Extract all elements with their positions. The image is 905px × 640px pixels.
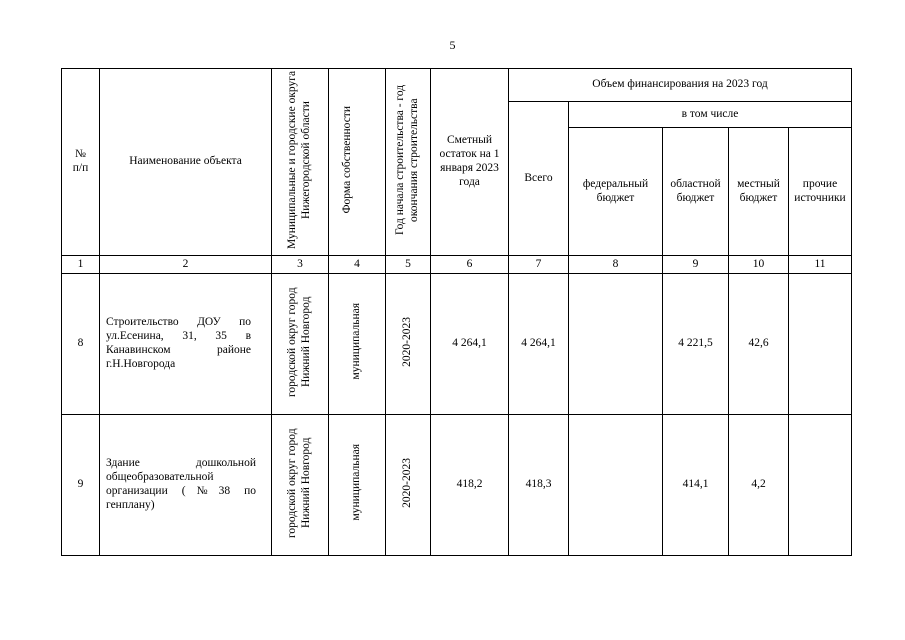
table-row bbox=[62, 415, 852, 556]
row-federal bbox=[569, 415, 663, 556]
header-estimate: Сметный остаток на 1 января 2023 года bbox=[431, 69, 509, 256]
header-federal: федеральный бюджет bbox=[569, 128, 663, 256]
row-total: 4 264,1 bbox=[509, 274, 569, 415]
column-number: 4 bbox=[329, 256, 386, 274]
header-total: Всего bbox=[509, 102, 569, 256]
row-municipal-text: городской округ город Нижний Новгород bbox=[286, 286, 312, 397]
row-estimate: 418,2 bbox=[431, 415, 509, 556]
row-other bbox=[789, 415, 852, 556]
row-years-text: 2020-2023 bbox=[401, 316, 414, 367]
row-regional: 414,1 bbox=[663, 415, 729, 556]
column-number: 10 bbox=[729, 256, 789, 274]
row-other bbox=[789, 274, 852, 415]
column-number: 6 bbox=[431, 256, 509, 274]
column-number: 9 bbox=[663, 256, 729, 274]
header-ownership-text: Форма собственности bbox=[341, 105, 353, 214]
header-years bbox=[386, 69, 431, 256]
table-row bbox=[62, 274, 852, 415]
row-name bbox=[100, 274, 272, 415]
column-number: 8 bbox=[569, 256, 663, 274]
header-municipal-text: Муниципальные и городские округа Нижегородской области bbox=[286, 70, 312, 249]
column-number: 1 bbox=[62, 256, 100, 274]
row-years bbox=[386, 415, 431, 556]
row-regional: 4 221,5 bbox=[663, 274, 729, 415]
financing-table bbox=[61, 68, 852, 556]
column-number: 11 bbox=[789, 256, 852, 274]
row-municipal-text: городской округ город Нижний Новгород bbox=[286, 427, 312, 538]
row-ownership bbox=[329, 274, 386, 415]
header-years-text: Год начала строительства - год окончания строительства bbox=[394, 84, 420, 235]
row-years bbox=[386, 274, 431, 415]
header-num: № п/п bbox=[62, 69, 100, 256]
column-number: 7 bbox=[509, 256, 569, 274]
row-total: 418,3 bbox=[509, 415, 569, 556]
row-years-text: 2020-2023 bbox=[401, 457, 414, 508]
row-num: 9 bbox=[62, 415, 100, 556]
row-name-text: Строительство ДОУ по ул.Есенина, 31, 35 в Канавинском районе г.Н.Новгорода bbox=[106, 316, 251, 370]
header-other: прочие источники bbox=[789, 128, 852, 256]
column-numbers-row bbox=[62, 256, 852, 274]
row-local: 42,6 bbox=[729, 274, 789, 415]
column-number: 2 bbox=[100, 256, 272, 274]
row-ownership-text: муниципальная bbox=[350, 303, 363, 380]
header-funding-group: Объем финансирования на 2023 год bbox=[509, 69, 852, 102]
row-estimate: 4 264,1 bbox=[431, 274, 509, 415]
header-local: местный бюджет bbox=[729, 128, 789, 256]
row-local: 4,2 bbox=[729, 415, 789, 556]
header-name: Наименование объекта bbox=[100, 69, 272, 256]
row-ownership bbox=[329, 415, 386, 556]
column-number: 5 bbox=[386, 256, 431, 274]
header-ownership bbox=[329, 69, 386, 256]
header-including: в том числе bbox=[569, 102, 852, 128]
header-regional: областной бюджет bbox=[663, 128, 729, 256]
row-name bbox=[100, 415, 272, 556]
row-municipal bbox=[272, 415, 329, 556]
column-number: 3 bbox=[272, 256, 329, 274]
header-municipal bbox=[272, 69, 329, 256]
row-name-text: Здание дошкольной общеобразовательной организации (№38 по генплану) bbox=[106, 457, 256, 511]
row-ownership-text: муниципальная bbox=[350, 444, 363, 521]
row-municipal bbox=[272, 274, 329, 415]
page-number: 5 bbox=[449, 38, 456, 52]
row-num: 8 bbox=[62, 274, 100, 415]
row-federal bbox=[569, 274, 663, 415]
